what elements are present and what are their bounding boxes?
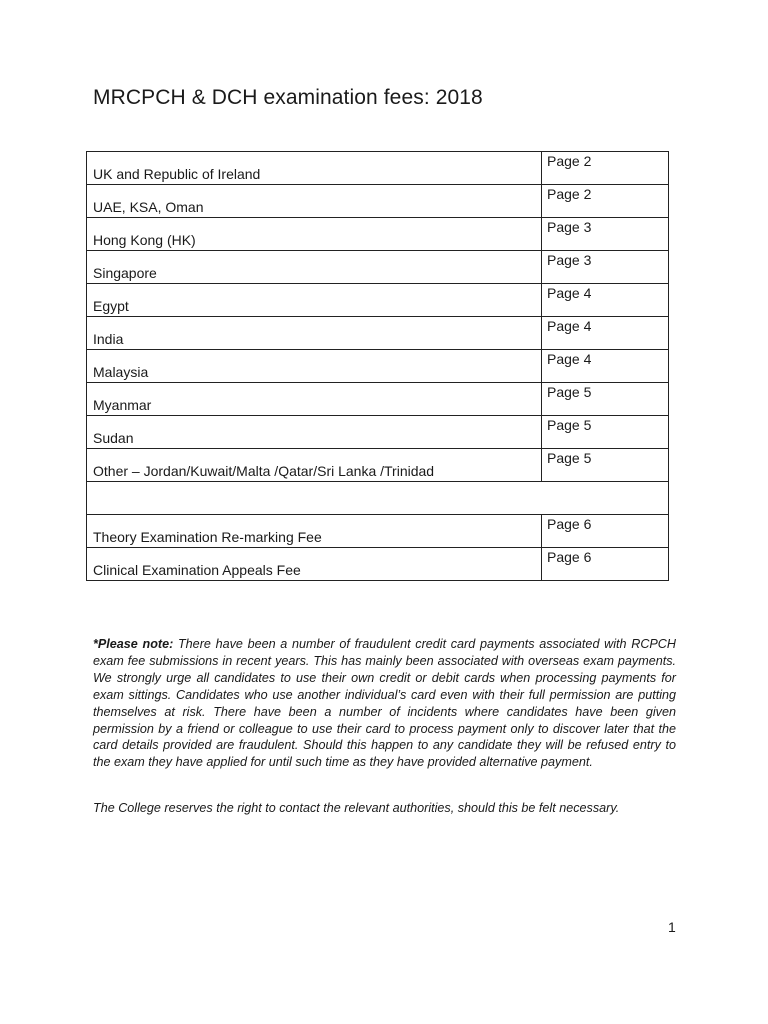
contents-table	[86, 151, 669, 581]
note-text: There have been a number of fraudulent credit card payments associated with RCPCH exam fee submissions in recent years. This has mainly been associated with overseas exam payments. We strongly urge all candidates to use their own credit or debit cards when processing payments for exam sittings. Candidates who use another individual’s card even with their full permission are putting themselves at risk. There have been a number of incidents where candidates have been given permission by a friend or colleague to use their card to process payment only to discover later that the card details provided are fraudulent. Should this happen to any candidate they will be refused entry to the exam they have applied for until such time as they have provided alternative payment.	[93, 637, 677, 770]
fee-cell	[87, 548, 542, 581]
page-ref: Page 6	[547, 549, 592, 565]
table-row	[87, 218, 669, 251]
region-label: Malaysia	[93, 364, 149, 380]
page-cell	[542, 251, 669, 284]
region-label: India	[93, 331, 124, 347]
table-row	[87, 284, 669, 317]
table-row	[87, 152, 669, 185]
page-ref: Page 4	[547, 285, 592, 301]
region-label: Other – Jordan/Kuwait/Malta /Qatar/Sri Lanka /Trinidad	[93, 463, 435, 479]
note-label: *Please note:	[93, 637, 174, 651]
page-cell	[542, 152, 669, 185]
table-row	[87, 251, 669, 284]
page-cell	[542, 350, 669, 383]
page-ref: Page 6	[547, 516, 592, 532]
page-cell	[542, 185, 669, 218]
region-cell	[87, 218, 542, 251]
region-cell	[87, 317, 542, 350]
empty-cell	[87, 482, 669, 515]
table-row	[87, 185, 669, 218]
region-label: UAE, KSA, Oman	[93, 199, 204, 215]
page-ref: Page 4	[547, 351, 592, 367]
page-ref: Page 4	[547, 318, 592, 334]
fee-cell	[87, 515, 542, 548]
region-cell	[87, 449, 542, 482]
region-cell	[87, 185, 542, 218]
page-cell	[542, 416, 669, 449]
table-row	[87, 383, 669, 416]
region-cell	[87, 416, 542, 449]
authorities-note: The College reserves the right to contact the relevant authorities, should this be felt necessary.	[93, 801, 620, 815]
fee-label: Theory Examination Re-marking Fee	[93, 529, 322, 545]
page-cell	[542, 548, 669, 581]
region-label: Singapore	[93, 265, 157, 281]
table-row	[87, 548, 669, 581]
region-cell	[87, 350, 542, 383]
region-label: Hong Kong (HK)	[93, 232, 196, 248]
table-row-empty	[87, 482, 669, 515]
page-cell	[542, 515, 669, 548]
page-title: MRCPCH & DCH examination fees: 2018	[93, 86, 483, 109]
fraud-warning-note	[93, 636, 676, 771]
page-ref: Page 3	[547, 252, 592, 268]
region-label: Myanmar	[93, 397, 152, 413]
table-row	[87, 317, 669, 350]
page-ref: Page 5	[547, 417, 592, 433]
page-cell	[542, 317, 669, 350]
page-cell	[542, 449, 669, 482]
region-cell	[87, 284, 542, 317]
region-label: UK and Republic of Ireland	[93, 166, 261, 182]
fee-label: Clinical Examination Appeals Fee	[93, 562, 301, 578]
page-number: 1	[668, 919, 676, 935]
page-cell	[542, 218, 669, 251]
page-ref: Page 5	[547, 450, 592, 466]
table-row	[87, 350, 669, 383]
page-ref: Page 5	[547, 384, 592, 400]
region-cell	[87, 251, 542, 284]
page-ref: Page 3	[547, 219, 592, 235]
region-cell	[87, 152, 542, 185]
page-ref: Page 2	[547, 186, 592, 202]
region-label: Sudan	[93, 430, 134, 446]
page-ref: Page 2	[547, 153, 592, 169]
region-cell	[87, 383, 542, 416]
page-cell	[542, 383, 669, 416]
region-label: Egypt	[93, 298, 129, 314]
table-row	[87, 515, 669, 548]
table-row	[87, 416, 669, 449]
page-cell	[542, 284, 669, 317]
table-row	[87, 449, 669, 482]
